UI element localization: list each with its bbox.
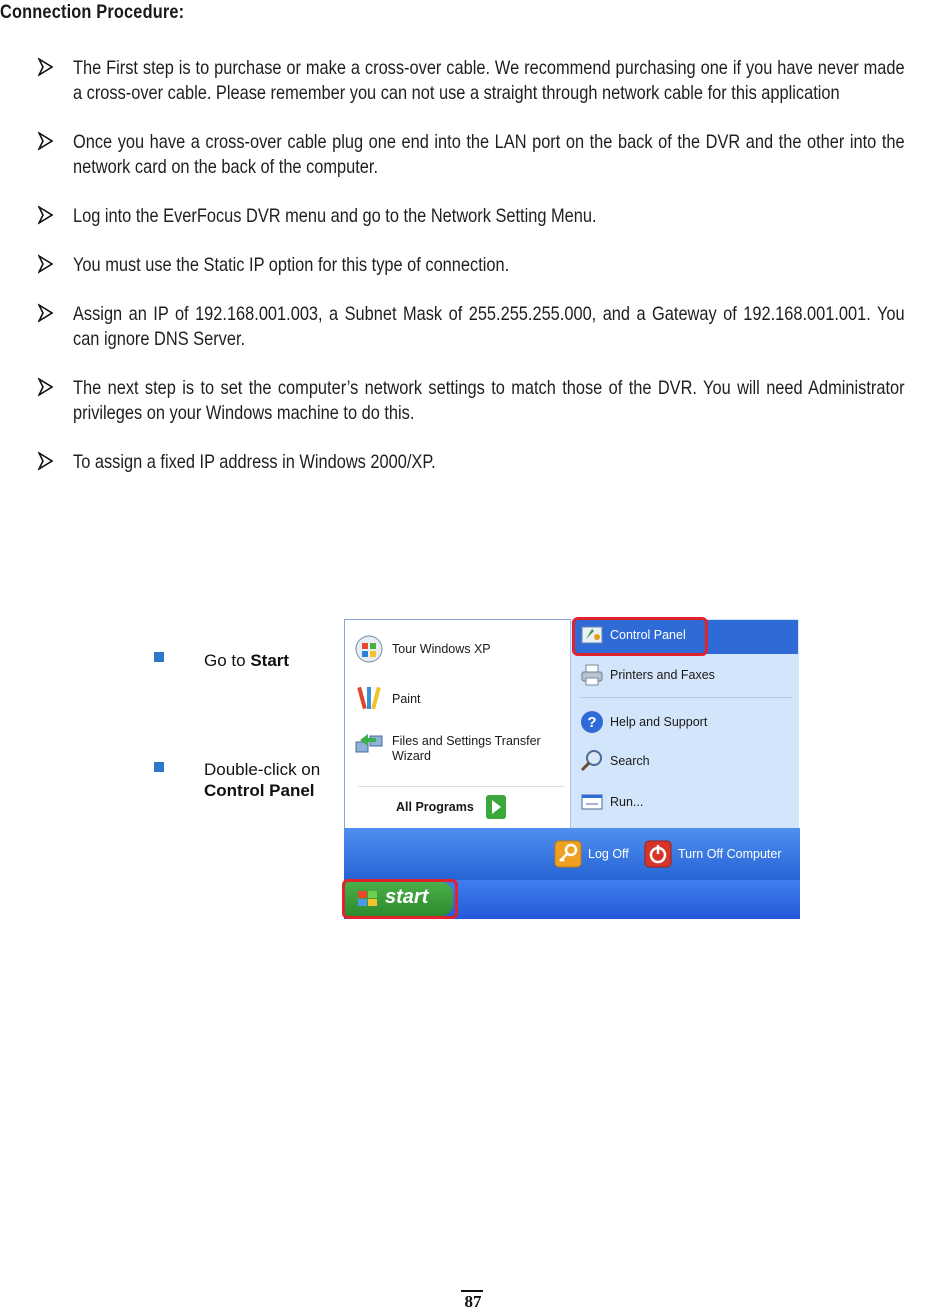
bullet-text: The next step is to set the computer’s network settings to match those of the DVR. You will need Administrator privileges on your Windows machine to do this. (73, 377, 905, 424)
menu-item-label: Control Panel (610, 627, 686, 642)
bullet-list (38, 56, 946, 499)
bullet-text: Assign an IP of 192.168.001.003, a Subnet Mask of 255.255.255.000, and a Gateway of 192.168.001.001. You can ignore DNS Server. (73, 303, 905, 350)
menu-item-paint[interactable] (354, 684, 421, 714)
menu-separator (580, 697, 792, 698)
printer-icon (580, 663, 604, 687)
bullet-item (38, 130, 946, 180)
menu-item-label-line: Files and Settings Transfer (392, 734, 541, 748)
bullet-text: Log into the EverFocus DVR menu and go to the Network Setting Menu. (73, 205, 597, 227)
bullet-item (38, 376, 946, 426)
instruction-step-2 (204, 759, 320, 801)
menu-item-label: Search (610, 753, 650, 768)
arrow-bullet-icon (38, 377, 53, 397)
menu-separator (358, 786, 564, 787)
instruction-panel (144, 606, 344, 919)
log-off-label: Log Off (588, 846, 629, 861)
instruction-step-1 (204, 650, 289, 671)
all-programs-button[interactable] (396, 795, 506, 819)
turn-off-label: Turn Off Computer (678, 846, 782, 861)
bullet-item (38, 56, 946, 106)
search-icon (580, 749, 604, 773)
menu-item-tour-windows-xp[interactable] (354, 634, 491, 664)
bullet-text: You must use the Static IP option for this type of connection. (73, 254, 510, 276)
square-bullet-icon (154, 652, 164, 662)
square-bullet-icon (154, 762, 164, 772)
help-icon (580, 710, 604, 734)
arrow-right-icon (486, 795, 506, 819)
bullet-text: Once you have a cross-over cable plug one end into the LAN port on the back of the DVR and the other into the network card on the back of the computer. (73, 131, 905, 178)
power-icon (644, 840, 672, 868)
key-icon (554, 840, 582, 868)
menu-item-label: Tour Windows XP (392, 641, 491, 656)
menu-item-label: Printers and Faxes (610, 667, 715, 682)
instruction-text: Double-click on (204, 760, 321, 779)
instruction-bold: Start (250, 651, 290, 670)
bullet-text: The First step is to purchase or make a cross-over cable. We recommend purchasing one if you have never made a cross-over cable. Please remember you can not use a straight through network cable for this application (73, 57, 905, 104)
bullet-item (38, 302, 946, 352)
paint-icon (354, 684, 384, 714)
menu-item-run[interactable] (580, 790, 643, 814)
menu-item-label: Run... (610, 794, 644, 809)
svg-text:?: ? (587, 714, 597, 731)
menu-item-search[interactable] (580, 749, 650, 773)
arrow-bullet-icon (38, 205, 53, 225)
page-number: 87 (464, 1292, 482, 1311)
tour-windows-icon (354, 634, 384, 664)
start-menu-screenshot (144, 606, 800, 919)
bullet-item (38, 450, 946, 475)
menu-item-files-settings-transfer[interactable] (354, 730, 541, 764)
menu-item-printers-faxes[interactable] (580, 663, 715, 687)
bullet-text: To assign a fixed IP address in Windows 2000/XP. (73, 451, 436, 473)
turn-off-button[interactable] (644, 840, 782, 868)
all-programs-label: All Programs (396, 799, 474, 814)
bullet-item (38, 253, 946, 278)
instruction-bold: Control Panel (204, 781, 315, 800)
instruction-text: Go to (204, 651, 251, 670)
run-icon (580, 790, 604, 814)
log-off-button[interactable] (554, 840, 629, 868)
menu-item-label-line: Wizard (392, 749, 431, 763)
arrow-bullet-icon (38, 451, 53, 471)
arrow-bullet-icon (38, 254, 53, 274)
control-panel-highlight-box (572, 617, 708, 656)
bullet-item (38, 204, 946, 229)
arrow-bullet-icon (38, 303, 53, 323)
menu-item-help-support[interactable] (580, 710, 707, 734)
menu-item-label: Paint (392, 691, 421, 706)
arrow-bullet-icon (38, 57, 53, 77)
start-highlight-box (342, 879, 458, 919)
arrow-bullet-icon (38, 131, 53, 151)
transfer-wizard-icon (354, 730, 384, 760)
menu-item-label: Help and Support (610, 714, 708, 729)
page-heading: Connection Procedure: (0, 2, 185, 23)
start-label: start (385, 886, 429, 908)
menu-item-label (392, 730, 541, 764)
